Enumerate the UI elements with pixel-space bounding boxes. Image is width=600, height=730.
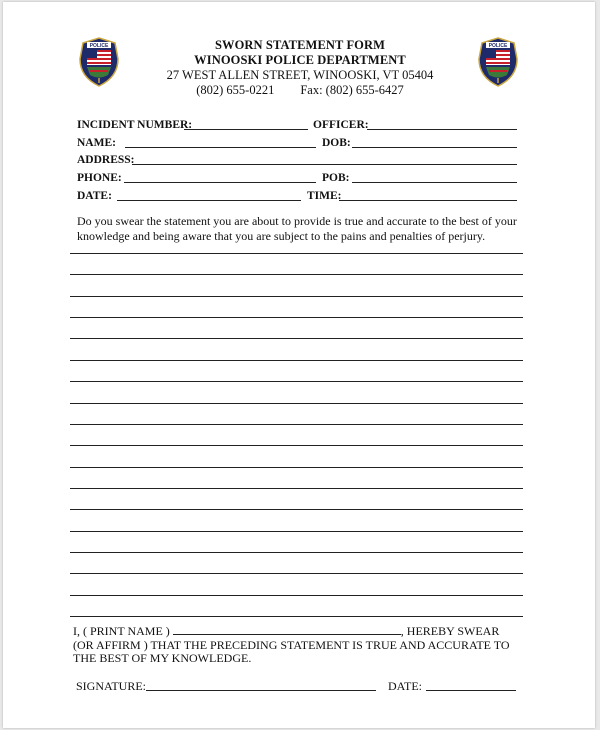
affirm-swear-text: , HEREBY SWEAR — [400, 624, 500, 638]
officer-input[interactable] — [367, 119, 517, 130]
statement-line[interactable] — [70, 509, 523, 510]
affirm-print-name-label: I, ( PRINT NAME ) — [73, 624, 170, 638]
oath-line: knowledge and being aware that you are subject to the pains and penalties of perjury. — [77, 229, 486, 243]
department-name: WINOOSKI POLICE DEPARTMENT — [194, 53, 406, 67]
statement-line[interactable] — [70, 573, 523, 574]
form-page — [3, 2, 595, 728]
time-input[interactable] — [339, 190, 517, 201]
phone-pob-row — [77, 172, 527, 186]
print-name-input[interactable] — [173, 625, 401, 635]
statement-line[interactable] — [70, 467, 523, 468]
statement-line[interactable] — [70, 317, 523, 318]
signature-date-label: DATE: — [388, 679, 422, 693]
date-input[interactable] — [117, 190, 301, 201]
date-time-row — [77, 190, 527, 204]
department-address: 27 WEST ALLEN STREET, WINOOSKI, VT 05404 — [166, 68, 434, 82]
oath-line: Do you swear the statement you are about to provide is true and accurate to the best of your — [77, 214, 517, 228]
incident-number-label: INCIDENT NUMBER: — [77, 119, 193, 131]
phone-input[interactable] — [124, 172, 316, 183]
contact-line — [0, 83, 600, 98]
pob-input[interactable] — [352, 172, 517, 183]
statement-line[interactable] — [70, 360, 523, 361]
dob-input[interactable] — [352, 137, 517, 148]
incident-officer-row — [77, 119, 527, 133]
statement-line[interactable] — [70, 531, 523, 532]
form-header — [0, 38, 600, 98]
address-input[interactable] — [132, 154, 517, 165]
pob-label: POB: — [322, 172, 350, 184]
affirmation-paragraph — [73, 625, 543, 666]
name-label: NAME: — [77, 137, 116, 149]
statement-line[interactable] — [70, 488, 523, 489]
statement-line[interactable] — [70, 552, 523, 553]
time-label: TIME: — [307, 190, 342, 202]
statement-line[interactable] — [70, 445, 523, 446]
phone-label: PHONE: — [77, 172, 122, 184]
svg-text:POLICE: POLICE — [89, 43, 109, 49]
statement-line[interactable] — [70, 381, 523, 382]
signature-date-input[interactable] — [426, 680, 516, 691]
statement-line[interactable] — [70, 616, 523, 617]
name-dob-row — [77, 137, 527, 151]
statement-line[interactable] — [70, 595, 523, 596]
signature-label: SIGNATURE: — [76, 679, 147, 693]
address-row — [77, 154, 527, 168]
svg-text:POLICE: POLICE — [488, 43, 508, 49]
name-input[interactable] — [125, 137, 316, 148]
oath-paragraph — [77, 214, 537, 244]
signature-input[interactable] — [146, 680, 376, 691]
date-label: DATE: — [77, 190, 112, 202]
affirm-line: (OR AFFIRM ) THAT THE PRECEDING STATEMENT IS TRUE AND ACCURATE TO — [73, 637, 510, 652]
affirm-line: THE BEST OF MY KNOWLEDGE. — [73, 651, 252, 665]
department-phone: (802) 655-0221 — [196, 83, 275, 97]
incident-number-input[interactable] — [184, 119, 308, 130]
statement-line[interactable] — [70, 296, 523, 297]
dob-label: DOB: — [322, 137, 351, 149]
statement-line[interactable] — [70, 253, 523, 254]
address-label: ADDRESS: — [77, 154, 135, 166]
statement-line[interactable] — [70, 424, 523, 425]
statement-line[interactable] — [70, 338, 523, 339]
officer-label: OFFICER: — [313, 119, 369, 131]
statement-line[interactable] — [70, 274, 523, 275]
form-title: SWORN STATEMENT FORM — [214, 38, 386, 52]
signature-row — [76, 679, 526, 693]
statement-line[interactable] — [70, 403, 523, 404]
department-fax: Fax: (802) 655-6427 — [300, 83, 404, 97]
